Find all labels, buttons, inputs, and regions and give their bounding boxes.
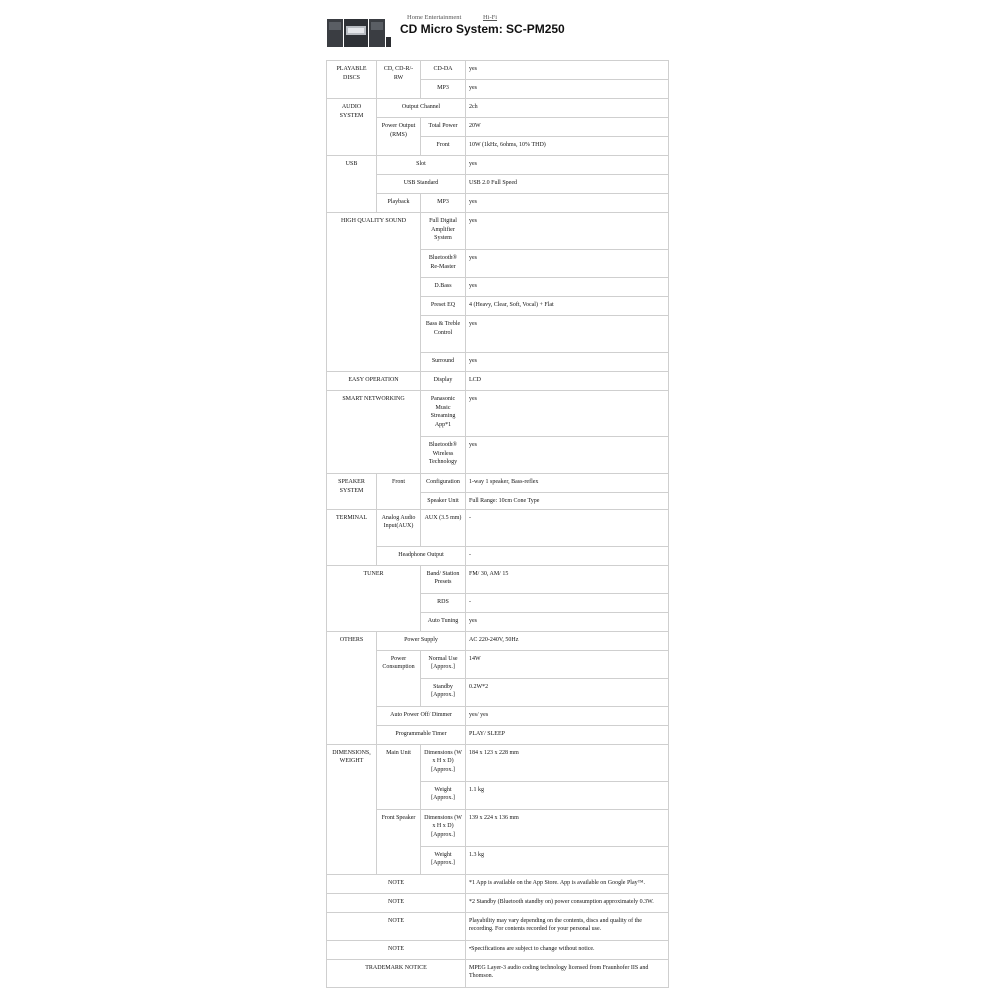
- page-header: [326, 10, 668, 52]
- spec-row: [327, 706, 669, 725]
- spec-value: 0.2W*2: [466, 678, 669, 706]
- spec-row: [327, 546, 669, 565]
- spec-value: yes: [466, 316, 669, 353]
- spec-value: yes: [466, 156, 669, 175]
- spec-label: TUNER: [327, 565, 421, 631]
- spec-label: EASY OPERATION: [327, 372, 421, 391]
- spec-row: [327, 175, 669, 194]
- spec-label: TERMINAL: [327, 509, 377, 565]
- spec-value: 1-way 1 speaker, Bass-reflex: [466, 474, 669, 493]
- spec-label: Auto Tuning: [421, 612, 466, 631]
- spec-value: yes: [466, 391, 669, 437]
- spec-value: yes: [466, 61, 669, 80]
- spec-label: PLAYABLE DISCS: [327, 61, 377, 99]
- spec-label: NOTE: [327, 874, 466, 893]
- spec-value: 1.3 kg: [466, 846, 669, 874]
- spec-row: [327, 391, 669, 437]
- spec-row: [327, 809, 669, 846]
- spec-label: HIGH QUALITY SOUND: [327, 213, 421, 372]
- spec-label: Normal Use [Approx.]: [421, 650, 466, 678]
- spec-label: RDS: [421, 593, 466, 612]
- spec-value: 4 (Heavy, Clear, Soft, Vocal) + Flat: [466, 297, 669, 316]
- spec-row: [327, 874, 669, 893]
- spec-label: Playback: [377, 194, 421, 213]
- spec-value: yes: [466, 194, 669, 213]
- spec-row: [327, 565, 669, 593]
- spec-label: Bluetooth® Re-Master: [421, 250, 466, 278]
- spec-label: Display: [421, 372, 466, 391]
- spec-value: 10W (1kHz, 6ohms, 10% THD): [466, 137, 669, 156]
- spec-row: [327, 213, 669, 250]
- spec-table-body: [327, 61, 669, 988]
- spec-label: Output Channel: [377, 99, 466, 118]
- spec-label: AUDIO SYSTEM: [327, 99, 377, 156]
- spec-label: Bluetooth® Wireless Technology: [421, 437, 466, 474]
- spec-value: FM/ 30, AM/ 15: [466, 565, 669, 593]
- spec-label: CD, CD-R/-RW: [377, 61, 421, 99]
- spec-label: Preset EQ: [421, 297, 466, 316]
- spec-value: -: [466, 593, 669, 612]
- spec-label: Speaker Unit: [421, 493, 466, 510]
- spec-label: Band/ Station Presets: [421, 565, 466, 593]
- breadcrumb: [407, 14, 517, 21]
- spec-value: yes: [466, 278, 669, 297]
- spec-label: Dimensions (W x H x D) [Approx.]: [421, 744, 466, 781]
- spec-label: Auto Power Off/ Dimmer: [377, 706, 466, 725]
- spec-label: TRADEMARK NOTICE: [327, 959, 466, 987]
- spec-value: yes: [466, 213, 669, 250]
- spec-label: Total Power: [421, 118, 466, 137]
- spec-value: MPEG Layer-3 audio coding technology licensed from Fraunhofer IIS and Thomson.: [466, 959, 669, 987]
- spec-row: [327, 893, 669, 912]
- spec-row: [327, 509, 669, 546]
- spec-row: [327, 372, 669, 391]
- spec-value: Full Range: 10cm Cone Type: [466, 493, 669, 510]
- spec-label: Front: [421, 137, 466, 156]
- spec-label: Main Unit: [377, 744, 421, 809]
- spec-row: [327, 474, 669, 493]
- spec-label: Slot: [377, 156, 466, 175]
- spec-label: Headphone Output: [377, 546, 466, 565]
- spec-value: PLAY/ SLEEP: [466, 725, 669, 744]
- spec-row: [327, 156, 669, 175]
- spec-row: [327, 650, 669, 678]
- breadcrumb-home-entertainment[interactable]: Home Entertainment: [407, 14, 462, 21]
- spec-value: *1 App is available on the App Store. App is available on Google Play™.: [466, 874, 669, 893]
- spec-value: yes: [466, 80, 669, 99]
- spec-label: USB: [327, 156, 377, 213]
- spec-label: Bass & Treble Control: [421, 316, 466, 353]
- spec-value: yes: [466, 437, 669, 474]
- spec-value: 20W: [466, 118, 669, 137]
- spec-row: [327, 631, 669, 650]
- spec-row: [327, 912, 669, 940]
- spec-label: Full Digital Amplifier System: [421, 213, 466, 250]
- spec-value: Playability may vary depending on the contents, discs and quality of the recording. For contents recorded for your personal use.: [466, 912, 669, 940]
- spec-row: [327, 99, 669, 118]
- spec-value: -: [466, 546, 669, 565]
- spec-label: SPEAKER SYSTEM: [327, 474, 377, 510]
- spec-row: [327, 959, 669, 987]
- spec-label: Weight [Approx.]: [421, 781, 466, 809]
- spec-label: Analog Audio Input(AUX): [377, 509, 421, 546]
- spec-label: Power Output (RMS): [377, 118, 421, 156]
- spec-row: [327, 940, 669, 959]
- spec-value: AC 220-240V, 50Hz: [466, 631, 669, 650]
- spec-value: 184 x 123 x 228 mm: [466, 744, 669, 781]
- spec-label: Front: [377, 474, 421, 510]
- spec-label: AUX (3.5 mm): [421, 509, 466, 546]
- spec-row: [327, 118, 669, 137]
- spec-label: Standby [Approx.]: [421, 678, 466, 706]
- spec-label: NOTE: [327, 940, 466, 959]
- page-title: CD Micro System: SC-PM250: [400, 22, 565, 36]
- spec-table: [326, 60, 669, 988]
- spec-label: Panasonic Music Streaming App*1: [421, 391, 466, 437]
- spec-label: Front Speaker: [377, 809, 421, 874]
- spec-value: 1.1 kg: [466, 781, 669, 809]
- spec-label: D.Bass: [421, 278, 466, 297]
- spec-value: USB 2.0 Full Speed: [466, 175, 669, 194]
- spec-value: yes: [466, 250, 669, 278]
- spec-label: Configuration: [421, 474, 466, 493]
- product-image[interactable]: [326, 16, 392, 50]
- spec-row: [327, 194, 669, 213]
- spec-value: *2 Standby (Bluetooth standby on) power consumption approximately 0.3W.: [466, 893, 669, 912]
- spec-value: yes: [466, 353, 669, 372]
- spec-label: Weight [Approx.]: [421, 846, 466, 874]
- spec-label: OTHERS: [327, 631, 377, 744]
- spec-value: 139 x 224 x 136 mm: [466, 809, 669, 846]
- spec-label: DIMENSIONS, WEIGHT: [327, 744, 377, 874]
- spec-label: Programmable Timer: [377, 725, 466, 744]
- spec-value: 14W: [466, 650, 669, 678]
- spec-label: USB Standard: [377, 175, 466, 194]
- spec-value: yes/ yes: [466, 706, 669, 725]
- spec-value: •Specifications are subject to change without notice.: [466, 940, 669, 959]
- spec-label: NOTE: [327, 893, 466, 912]
- spec-label: Dimensions (W x H x D) [Approx.]: [421, 809, 466, 846]
- spec-label: Surround: [421, 353, 466, 372]
- spec-label: MP3: [421, 80, 466, 99]
- breadcrumb-hifi[interactable]: Hi-Fi: [482, 14, 498, 21]
- spec-row: [327, 725, 669, 744]
- spec-value: LCD: [466, 372, 669, 391]
- spec-label: NOTE: [327, 912, 466, 940]
- spec-label: SMART NETWORKING: [327, 391, 421, 474]
- spec-label: MP3: [421, 194, 466, 213]
- spec-value: 2ch: [466, 99, 669, 118]
- spec-row: [327, 61, 669, 80]
- spec-row: [327, 744, 669, 781]
- spec-value: yes: [466, 612, 669, 631]
- spec-label: CD-DA: [421, 61, 466, 80]
- spec-value: -: [466, 509, 669, 546]
- spec-label: Power Consumption: [377, 650, 421, 706]
- spec-label: Power Supply: [377, 631, 466, 650]
